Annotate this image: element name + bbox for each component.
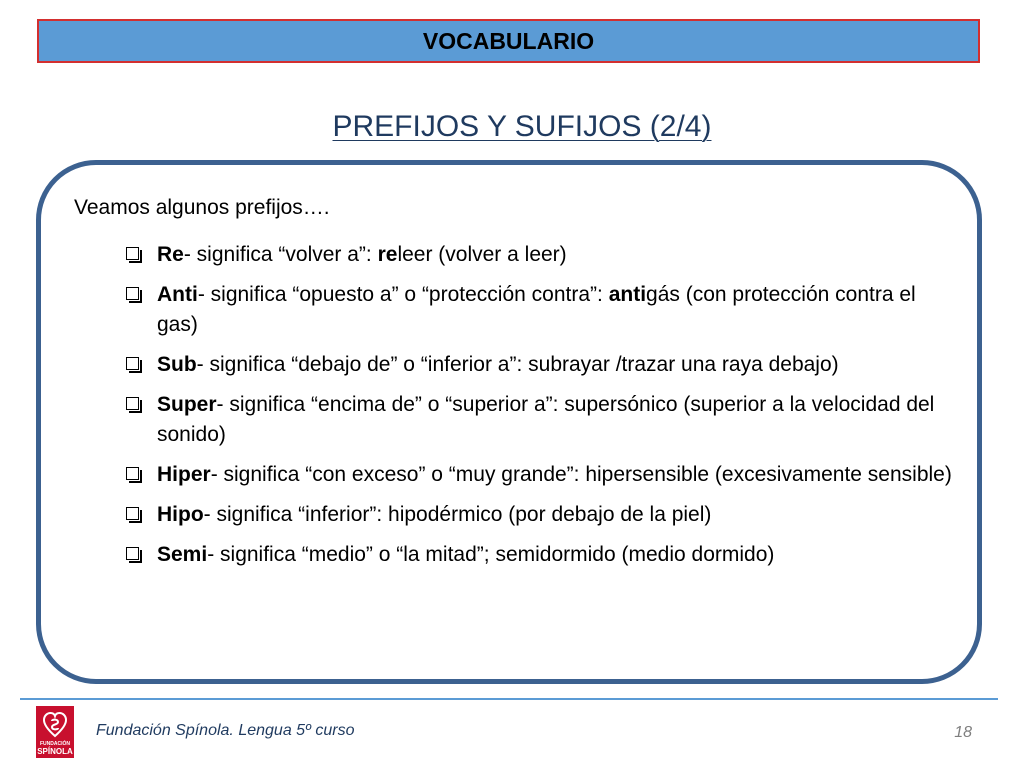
footer-text: Fundación Spínola. Lengua 5º curso: [96, 722, 355, 739]
prefix-term: Sub: [157, 353, 197, 376]
page-title-text: PREFIJOS Y SUFIJOS (2/4): [332, 110, 712, 143]
heart-icon: [43, 712, 67, 738]
list-item: [124, 390, 954, 450]
list-item: [124, 350, 954, 380]
spinola-logo: [36, 706, 74, 758]
prefix-description: - significa “volver a”:: [183, 243, 378, 266]
prefix-term: anti: [608, 283, 647, 306]
page-title: [0, 110, 1024, 144]
list-item: [124, 540, 954, 570]
page-number: 18: [954, 724, 972, 741]
list-item: [124, 500, 954, 530]
prefix-description: - significa “con exceso” o “muy grande”: hipersensible (excesivamente sensible): [210, 463, 952, 486]
prefix-term: Super: [157, 393, 217, 416]
prefix-description: - significa “inferior”: hipodérmico (por debajo de la piel): [203, 503, 712, 526]
prefix-term: Hipo: [157, 503, 204, 526]
prefix-description: - significa “debajo de” o “inferior a”: subrayar /trazar una raya debajo): [196, 353, 839, 376]
logo-text: SPÍNOLA: [37, 747, 73, 756]
list-item: [124, 460, 954, 490]
prefix-description: - significa “medio” o “la mitad”; semidormido (medio dormido): [207, 543, 775, 566]
prefix-term: Hiper: [157, 463, 211, 486]
footer-divider: [20, 698, 998, 700]
list-item: [124, 280, 954, 340]
checkbox-bullet-icon: [126, 397, 139, 410]
list-item: [124, 240, 954, 270]
checkbox-bullet-icon: [126, 247, 139, 260]
checkbox-bullet-icon: [126, 357, 139, 370]
prefix-term: re: [377, 243, 398, 266]
checkbox-bullet-icon: [126, 547, 139, 560]
checkbox-bullet-icon: [126, 467, 139, 480]
prefix-term: Re: [157, 243, 184, 266]
checkbox-bullet-icon: [126, 287, 139, 300]
prefix-description: - significa “opuesto a” o “protección contra”:: [197, 283, 609, 306]
logo-small-text: FUNDACIÓN: [40, 741, 70, 747]
prefix-list: [124, 240, 954, 580]
prefix-description: - significa “encima de” o “superior a”: supersónico (superior a la velocidad del sonido): [157, 393, 935, 446]
header-bar: [37, 19, 980, 63]
checkbox-bullet-icon: [126, 507, 139, 520]
prefix-description: leer (volver a leer): [397, 243, 567, 266]
prefix-term: Semi: [157, 543, 208, 566]
prefix-description: gás (con protección contra el gas): [157, 283, 916, 336]
header-title: VOCABULARIO: [422, 27, 595, 54]
prefix-term: Anti: [157, 283, 198, 306]
intro-text: Veamos algunos prefijos….: [74, 196, 330, 219]
